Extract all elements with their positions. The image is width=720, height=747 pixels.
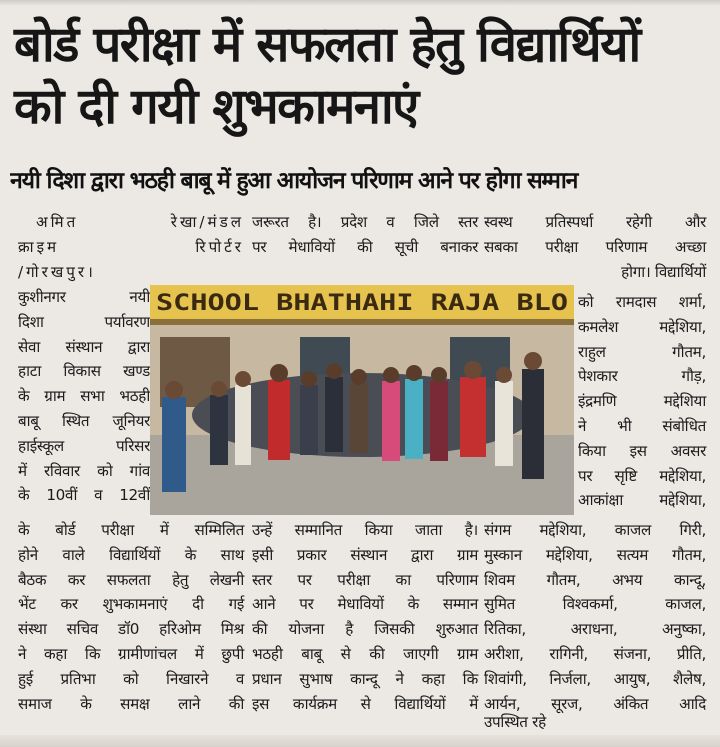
group-photo <box>150 285 574 515</box>
text-line: सबका परीक्षा परिणाम अच्छा <box>484 237 706 256</box>
text-line: प्रधान सुभाष कान्दू ने कहा कि <box>252 669 478 688</box>
text-line: ने कहा कि ग्रामीणांचल में छुपी <box>18 644 244 663</box>
headline-line-2: को दी गयी शुभकामनाएं <box>14 78 418 135</box>
text-line: होगा। विद्यार्थियों <box>621 262 706 281</box>
text-line: जरूरत है। प्रदेश व जिले स्तर <box>252 213 478 231</box>
byline-line-3: /गोरखपुर। <box>18 262 96 281</box>
text-line: हाटा विकास खण्ड <box>18 362 150 381</box>
text-line: इसी प्रकार संस्थान द्वारा ग्राम <box>252 545 478 564</box>
text-line: भठही बाबू से की जाएगी ग्राम <box>252 644 478 663</box>
text-line: समाज के समक्ष लाने की <box>18 694 244 713</box>
headline <box>14 14 714 138</box>
text-line: पर मेधावियों की सूची बनाकर <box>252 237 478 256</box>
byline-line-2-right: रिपोर्टर <box>195 237 244 256</box>
text-line: के ग्राम सभा भठही <box>18 387 150 406</box>
text-line: सुमित विश्वकर्मा, काजल, <box>484 595 706 614</box>
text-line: संस्था सचिव डॉ0 हरिओम मिश्र <box>18 620 244 639</box>
text-line: कमलेश मद्देशिया, <box>578 317 706 336</box>
headline-line-1: बोर्ड परीक्षा में सफलता हेतु विद्यार्थियों <box>14 16 640 73</box>
column-1-narrow-text <box>18 285 150 508</box>
text-line: भेंट कर शुभकामनाएं दी गई <box>18 595 244 614</box>
text-line: में रविवार को गांव <box>18 461 150 480</box>
text-line: अरीशा, रागिनी, संजना, प्रीति, <box>484 644 706 663</box>
school-sign-text: SCHOOL BHATHAHI RAJA BLO <box>156 291 568 316</box>
text-line: शिवांगी, निर्जला, आयुष, शैलेष, <box>484 669 706 688</box>
text-line: कुशीनगर नयी <box>18 288 150 306</box>
text-line: बैठक कर सफलता हेतु लेखनी <box>18 570 244 589</box>
column-3-top-text <box>484 210 706 284</box>
byline <box>18 210 244 284</box>
column-3-bottom-text <box>484 518 706 735</box>
clipping-bottom-edge <box>0 735 720 747</box>
subheadline: नयी दिशा द्वारा भठही बाबू में हुआ आयोजन परिणाम आने पर होगा सम्मान <box>10 167 578 194</box>
column-3-narrow-text <box>578 290 706 513</box>
text-line: आकांक्षा मद्देशिया, <box>578 491 706 510</box>
text-line: के बोर्ड परीक्षा में सम्मिलित <box>18 521 244 539</box>
sign-border <box>150 319 574 325</box>
byline-line-1: अमित रेखा/मंडल <box>36 213 244 231</box>
text-line: शिवम गौतम, अभय कान्दू, <box>484 570 706 589</box>
column-2-bottom-text <box>252 518 478 716</box>
text-line: हुई प्रतिभा को निखारने व <box>18 669 244 688</box>
text-line: इस कार्यक्रम से विद्यार्थियों में <box>252 694 478 713</box>
text-line: राहुल गौतम, <box>578 342 706 361</box>
text-line: स्वस्थ प्रतिस्पर्धा रहेगी और <box>484 213 706 231</box>
text-line: आर्यन, सूरज, अंकित आदि <box>484 694 706 713</box>
text-line: ने भी संबोधित <box>578 416 706 435</box>
text-line: उन्हें सम्मानित किया जाता है। <box>252 521 478 539</box>
text-line: स्तर पर परीक्षा का परिणाम <box>252 570 478 589</box>
text-line: पेशकार गौड़, <box>578 367 706 386</box>
text-line: इंद्रमणि मद्देशिया <box>578 392 706 411</box>
text-line: हाईस्कूल परिसर <box>18 436 150 455</box>
clipping-edge <box>0 0 720 6</box>
text-line: के 10वीं व 12वीं <box>18 486 150 505</box>
column-2-top-text <box>252 210 478 260</box>
text-line: रितिका, अराधना, अनुष्का, <box>484 620 706 639</box>
text-line: मुस्कान मद्देशिया, सत्यम गौतम, <box>484 545 706 564</box>
text-line: संगम मद्देशिया, काजल गिरी, <box>484 521 706 539</box>
byline-line-2-left: क्राइम <box>18 237 60 256</box>
column-1-bottom-text <box>18 518 244 716</box>
text-line: किया इस अवसर <box>578 441 706 460</box>
text-line: उपस्थित रहे <box>484 713 546 732</box>
text-line: बाबू स्थित जूनियर <box>18 411 150 430</box>
text-line: दिशा पर्यावरण <box>18 312 150 331</box>
byline-line-2 <box>18 235 244 260</box>
text-line: होने वाले विद्यार्थियों के साथ <box>18 545 244 564</box>
text-line: की योजना है जिसकी शुरुआत <box>252 620 478 639</box>
text-line: आने पर मेधावियों के सम्मान <box>252 595 478 614</box>
text-line: सेवा संस्थान द्वारा <box>18 337 150 356</box>
text-line: को रामदास शर्मा, <box>578 293 706 311</box>
text-line: पर सृष्टि मद्देशिया, <box>578 466 706 485</box>
